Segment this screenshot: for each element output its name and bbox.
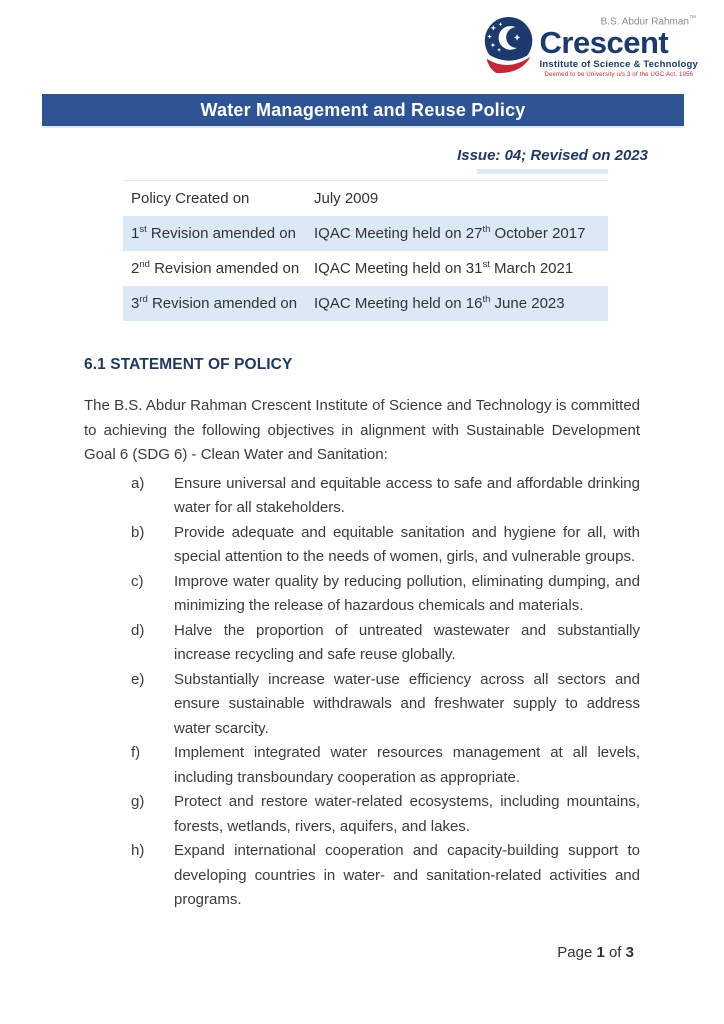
document-title-band xyxy=(42,94,684,128)
logo-text-block xyxy=(540,13,698,78)
list-marker: d) xyxy=(131,621,145,639)
list-item-text: Improve water quality by reducing pollution, eliminating dumping, and minimizing the release of hazardous chemicals and materials. xyxy=(174,572,640,614)
revision-value: IQAC Meeting held on 31st March 2021 xyxy=(314,259,574,277)
revision-history-table xyxy=(123,180,608,321)
revision-value: July 2009 xyxy=(314,190,379,207)
logo-wordmark: Crescent xyxy=(539,25,669,61)
logo-tagline: Deemed to be University u/s 3 of the UGC Act, 1956 xyxy=(544,72,694,79)
revision-label: Policy Created on xyxy=(131,190,250,207)
table-row xyxy=(123,216,608,251)
issue-revision-note: Issue: 04; Revised on 2023 xyxy=(457,147,648,164)
list-marker: e) xyxy=(131,670,145,688)
list-item xyxy=(84,472,640,521)
list-item-text: Expand international cooperation and capacity-building support to developing countries in water- and sanitation-related activities and programs. xyxy=(174,842,640,908)
revision-value: IQAC Meeting held on 27th October 2017 xyxy=(314,224,586,242)
list-marker: h) xyxy=(131,842,145,859)
revision-label: 1st Revision amended on xyxy=(131,224,296,242)
list-item-text: Provide adequate and equitable sanitation and hygiene for all, with special attention to the needs of women, girls, and vulnerable groups. xyxy=(174,523,640,565)
policy-intro-paragraph: The B.S. Abdur Rahman Crescent Institute of Science and Technology is committed to achieving the following objectives in alignment with Sustainable Development Goal 6 (SDG 6) - Clean Water and Sanitation: xyxy=(84,397,640,463)
table-row xyxy=(123,181,608,216)
list-item xyxy=(84,668,640,742)
list-marker: a) xyxy=(131,474,145,492)
table-row xyxy=(123,286,608,321)
policy-statement-section xyxy=(84,356,640,913)
list-item-text: Implement integrated water resources management at all levels, including transboundary cooperation as appropriate. xyxy=(174,744,640,786)
logo-subtitle: Institute of Science & Technology xyxy=(539,59,698,71)
document-title: Water Management and Reuse Policy xyxy=(200,99,526,120)
trademark-symbol: ™ xyxy=(689,15,696,22)
table-top-accent xyxy=(477,169,608,174)
list-item xyxy=(84,619,640,668)
section-heading: 6.1 STATEMENT OF POLICY xyxy=(84,356,293,373)
revision-label: 3rd Revision amended on xyxy=(131,294,298,312)
page-number: Page 1 of 3 xyxy=(557,944,634,961)
list-item-text: Substantially increase water-use efficiency across all sectors and ensure sustainable withdrawals and freshwater supply to address water scarcity. xyxy=(174,670,640,737)
list-item-text: Protect and restore water-related ecosystems, including mountains, forests, wetlands, rivers, aquifers, and lakes. xyxy=(174,793,640,835)
revision-value: IQAC Meeting held on 16th June 2023 xyxy=(314,294,565,312)
list-marker: c) xyxy=(131,572,144,590)
table-row xyxy=(123,251,608,286)
crescent-moon-emblem-icon xyxy=(481,15,538,76)
list-item xyxy=(84,521,640,570)
list-item xyxy=(84,790,640,839)
list-marker: f) xyxy=(131,744,141,761)
institute-logo xyxy=(481,13,698,78)
list-item-text: Halve the proportion of untreated wastewater and substantially increase recycling and safe reuse globally. xyxy=(174,621,640,663)
list-item xyxy=(84,741,640,790)
list-item-text: Ensure universal and equitable access to safe and affordable drinking water for all stakeholders. xyxy=(174,474,640,516)
list-item xyxy=(84,839,640,913)
logo-trademark-line: B.S. Abdur Rahman™ xyxy=(600,15,696,28)
revision-label: 2nd Revision amended on xyxy=(131,259,300,277)
list-item xyxy=(84,570,640,619)
list-marker: b) xyxy=(131,523,145,541)
list-marker: g) xyxy=(131,793,145,810)
